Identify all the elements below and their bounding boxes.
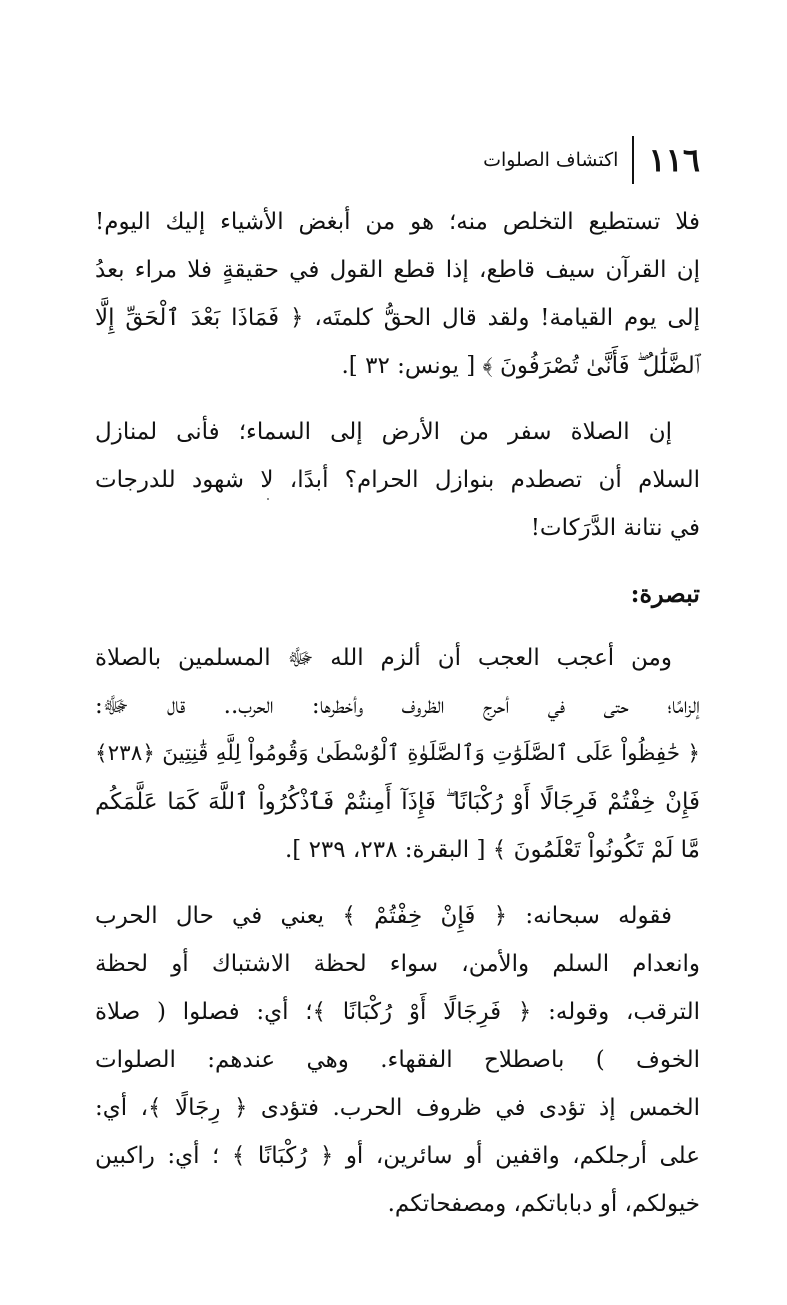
quran-line: ﴿ حَٰفِظُواْ عَلَى ٱلصَّلَوَٰتِ وَٱلصَّلَوٰةِ ٱلْوُسْطَىٰ وَقُومُواْ لِلَّهِ قَٰنِتِينَ ﴿٢٣٨﴾	[95, 741, 700, 766]
quran-line: فَإِنْ خِفْتُمْ فَرِجَالًا أَوْ رُكْبَانًا ۖ فَإِذَآ أَمِنتُمْ فَٱذْكُرُواْ ٱللَّهَ كَمَا عَلَّمَكُم	[95, 789, 700, 815]
paragraph-4	[95, 892, 700, 1228]
text-line: إن الصلاة سفر من الأرض إلى السماء؛ فأنى لمنازل	[95, 419, 672, 445]
section-heading: تبصرة:	[630, 579, 700, 608]
text-line: فقوله سبحانه: ﴿ فَإِنْ خِفْتُمْ ﴾ يعني في حال الحرب	[95, 903, 672, 929]
running-title: اكتشاف الصلوات	[483, 148, 619, 171]
text-line: إن القرآن سيف قاطع، إذا قطع القول في حقيقةٍ فلا مراء بعدُ	[95, 257, 700, 283]
page-number: ١١٦	[648, 141, 700, 179]
paragraph-2	[95, 408, 700, 552]
stray-dot	[267, 498, 269, 500]
text-line: ٱلضَّلَٰلُ ۖ فَأَنَّىٰ تُصْرَفُونَ ﴾ [ يونس: ٣٢ ].	[341, 353, 700, 379]
text-line: على أرجلكم، واقفين أو سائرين، أو ﴿ رُكْبَانًا ﴾ ؛ أي: راكبين	[95, 1143, 700, 1169]
text-line: إلى يوم القيامة! ولقد قال الحقُّ كلمتَه، ﴿ فَمَاذَا بَعْدَ ٱلْحَقِّ إِلَّا	[95, 305, 700, 331]
paragraph-3	[95, 634, 700, 874]
text-line: إلزامًا؛ حتى في أحرج الظروف وأخطرها: الحرب.. قال ﷻ:	[95, 693, 700, 719]
text-line: الخوف ) باصطلاح الفقهاء. وهي عندهم: الصلوات	[95, 1047, 700, 1073]
text-line: السلام أن تصطدم بنوازل الحرام؟ أبدًا، لا شهود للدرجات	[95, 467, 700, 493]
header-divider	[632, 136, 634, 184]
quran-line: مَّا لَمْ تَكُونُواْ تَعْلَمُونَ ﴾ [ البقرة: ٢٣٨، ٢٣٩ ].	[284, 837, 700, 863]
paragraph-1	[95, 198, 700, 390]
text-line: خيولكم، أو دباباتكم، ومصفحاتكم.	[387, 1191, 700, 1217]
text-line: الترقب، وقوله: ﴿ فَرِجَالًا أَوْ رُكْبَانًا ﴾؛ أي: فصلوا ( صلاة	[95, 999, 700, 1025]
page-header	[95, 130, 700, 190]
text-line: ومن أعجب العجب أن ألزم الله ﷻ المسلمين بالصلاة	[95, 645, 672, 671]
text-line: الخمس إذ تؤدى في ظروف الحرب. فتؤدى ﴿ رِجَالًا ﴾، أي:	[95, 1095, 700, 1121]
text-line: وانعدام السلم والأمن، سواء لحظة الاشتباك أو لحظة	[95, 951, 700, 977]
text-line: في نتانة الدَّرَكات!	[530, 515, 700, 541]
page-content	[95, 130, 700, 1246]
text-line: فلا تستطيع التخلص منه؛ هو من أبغض الأشياء إليك اليوم!	[95, 209, 700, 235]
